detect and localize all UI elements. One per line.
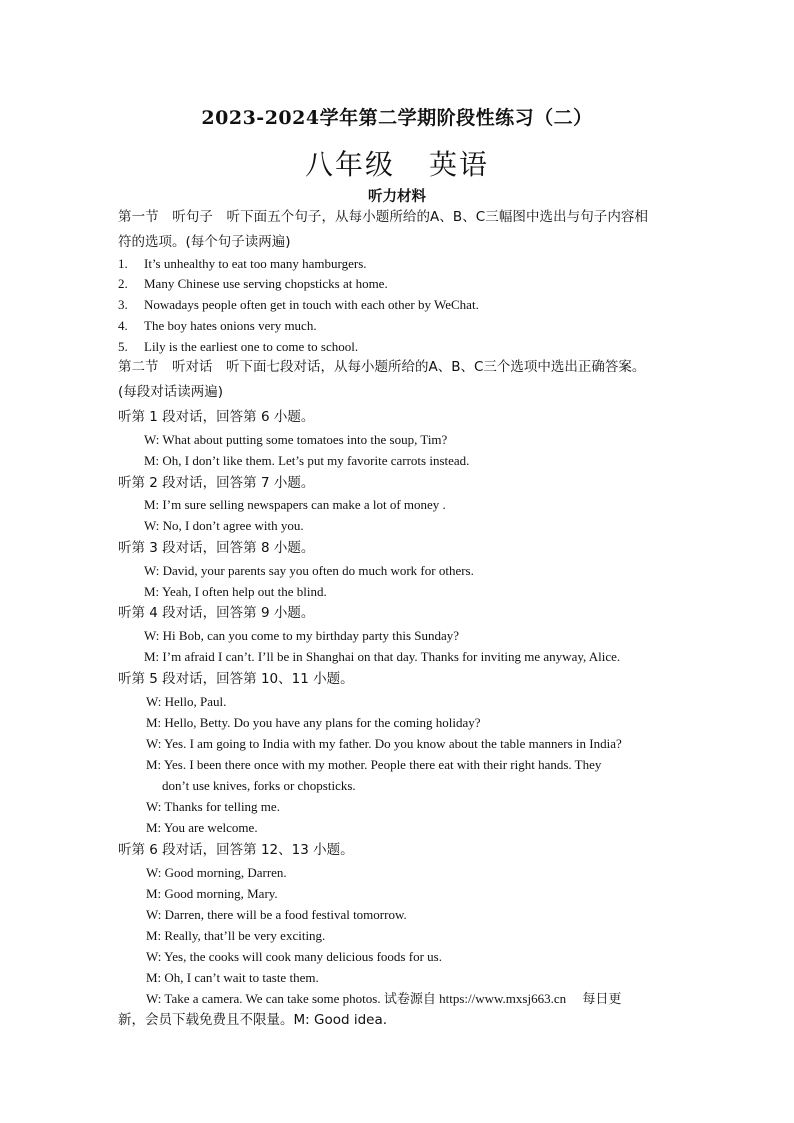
sentence-3: 3. Nowadays people often get in touch with each other by WeChat. bbox=[118, 297, 479, 312]
dialogue-2-line-2: W: No, I don’t agree with you. bbox=[144, 518, 304, 533]
dialogue-5-label: 听第 5 段对话，回答第 10、11 小题。 bbox=[118, 671, 354, 687]
part1-heading-line1: 第一节 听句子 听下面五个句子，从每小题所给的A、B、C三幅图中选出与句子内容相 bbox=[118, 209, 648, 225]
dialogue-5-line-5: don’t use knives, forks or chopsticks. bbox=[162, 778, 356, 793]
sentence-5: 5. Lily is the earliest one to come to school. bbox=[118, 339, 359, 354]
dialogue-3-line-2: M: Yeah, I often help out the blind. bbox=[144, 584, 327, 599]
dialogue-5-line-1: W: Hello, Paul. bbox=[146, 694, 227, 709]
dialogue-5-line-3: W: Yes. I am going to India with my father. Do you know about the table manners in India? bbox=[146, 736, 622, 751]
part2-heading-line2: (每段对话读两遍) bbox=[118, 384, 224, 400]
dialogue-6-label: 听第 6 段对话，回答第 12、13 小题。 bbox=[118, 842, 354, 858]
dialogue-5-line-6: W: Thanks for telling me. bbox=[146, 799, 280, 814]
dialogue-6-line-4: M: Really, that’ll be very exciting. bbox=[146, 928, 326, 943]
dialogue-3-line-1: W: David, your parents say you often do much work for others. bbox=[144, 563, 474, 578]
part2-heading-line1: 第二节 听对话 听下面七段对话，从每小题所给的A、B、C三个选项中选出正确答案。 bbox=[118, 359, 646, 375]
dialogue-6-line-5: W: Yes, the cooks will cook many delicious foods for us. bbox=[146, 949, 442, 964]
dialogue-5-line-4: M: Yes. I been there once with my mother. People there eat with their right hands. They bbox=[146, 757, 602, 772]
dialogue-2-line-1: M: I’m sure selling newspapers can make a lot of money . bbox=[144, 497, 446, 512]
dialogue-1-line-2: M: Oh, I don’t like them. Let’s put my favorite carrots instead. bbox=[144, 453, 470, 468]
section-label: 听力材料 bbox=[368, 188, 426, 205]
dialogue-6-line-6: M: Oh, I can’t wait to taste them. bbox=[146, 970, 319, 985]
dialogue-1-label: 听第 1 段对话，回答第 6 小题。 bbox=[118, 409, 315, 425]
part1-heading-line2: 符的选项。(每个句子读两遍) bbox=[118, 234, 291, 250]
sentence-1: 1. It’s unhealthy to eat too many hamburgers. bbox=[118, 256, 367, 271]
dialogue-6-line-7: W: Take a camera. We can take some photos. 试卷源自 https://www.mxsj663.cn 每日更 bbox=[146, 991, 622, 1006]
sentence-4: 4. The boy hates onions very much. bbox=[118, 318, 317, 333]
dialogue-6-line-1: W: Good morning, Darren. bbox=[146, 865, 287, 880]
exam-title: 2023-2024学年第二学期阶段性练习（二） bbox=[201, 107, 593, 129]
dialogue-4-line-2: M: I’m afraid I can’t. I’ll be in Shanghai on that day. Thanks for inviting me anyway, Alice. bbox=[144, 649, 621, 664]
grade-label: 八年级 bbox=[304, 148, 395, 181]
grade-subject-title bbox=[0, 143, 794, 183]
subject-label: 英语 bbox=[429, 148, 490, 181]
dialogue-4-line-1: W: Hi Bob, can you come to my birthday party this Sunday? bbox=[144, 628, 460, 643]
dialogue-5-line-2: M: Hello, Betty. Do you have any plans for the coming holiday? bbox=[146, 715, 481, 730]
dialogue-5-line-7: M: You are welcome. bbox=[146, 820, 258, 835]
dialogue-1-line-1: W: What about putting some tomatoes into the soup, Tim? bbox=[144, 432, 448, 447]
sentence-2: 2. Many Chinese use serving chopsticks at home. bbox=[118, 276, 388, 291]
dialogue-6-line-8: 新，会员下载免费且不限量。M: Good idea. bbox=[118, 1012, 388, 1028]
dialogue-3-label: 听第 3 段对话，回答第 8 小题。 bbox=[118, 540, 315, 556]
dialogue-6-line-3: W: Darren, there will be a food festival tomorrow. bbox=[146, 907, 407, 922]
dialogue-6-line-2: M: Good morning, Mary. bbox=[146, 886, 278, 901]
dialogue-4-label: 听第 4 段对话，回答第 9 小题。 bbox=[118, 605, 315, 621]
dialogue-2-label: 听第 2 段对话，回答第 7 小题。 bbox=[118, 475, 315, 491]
